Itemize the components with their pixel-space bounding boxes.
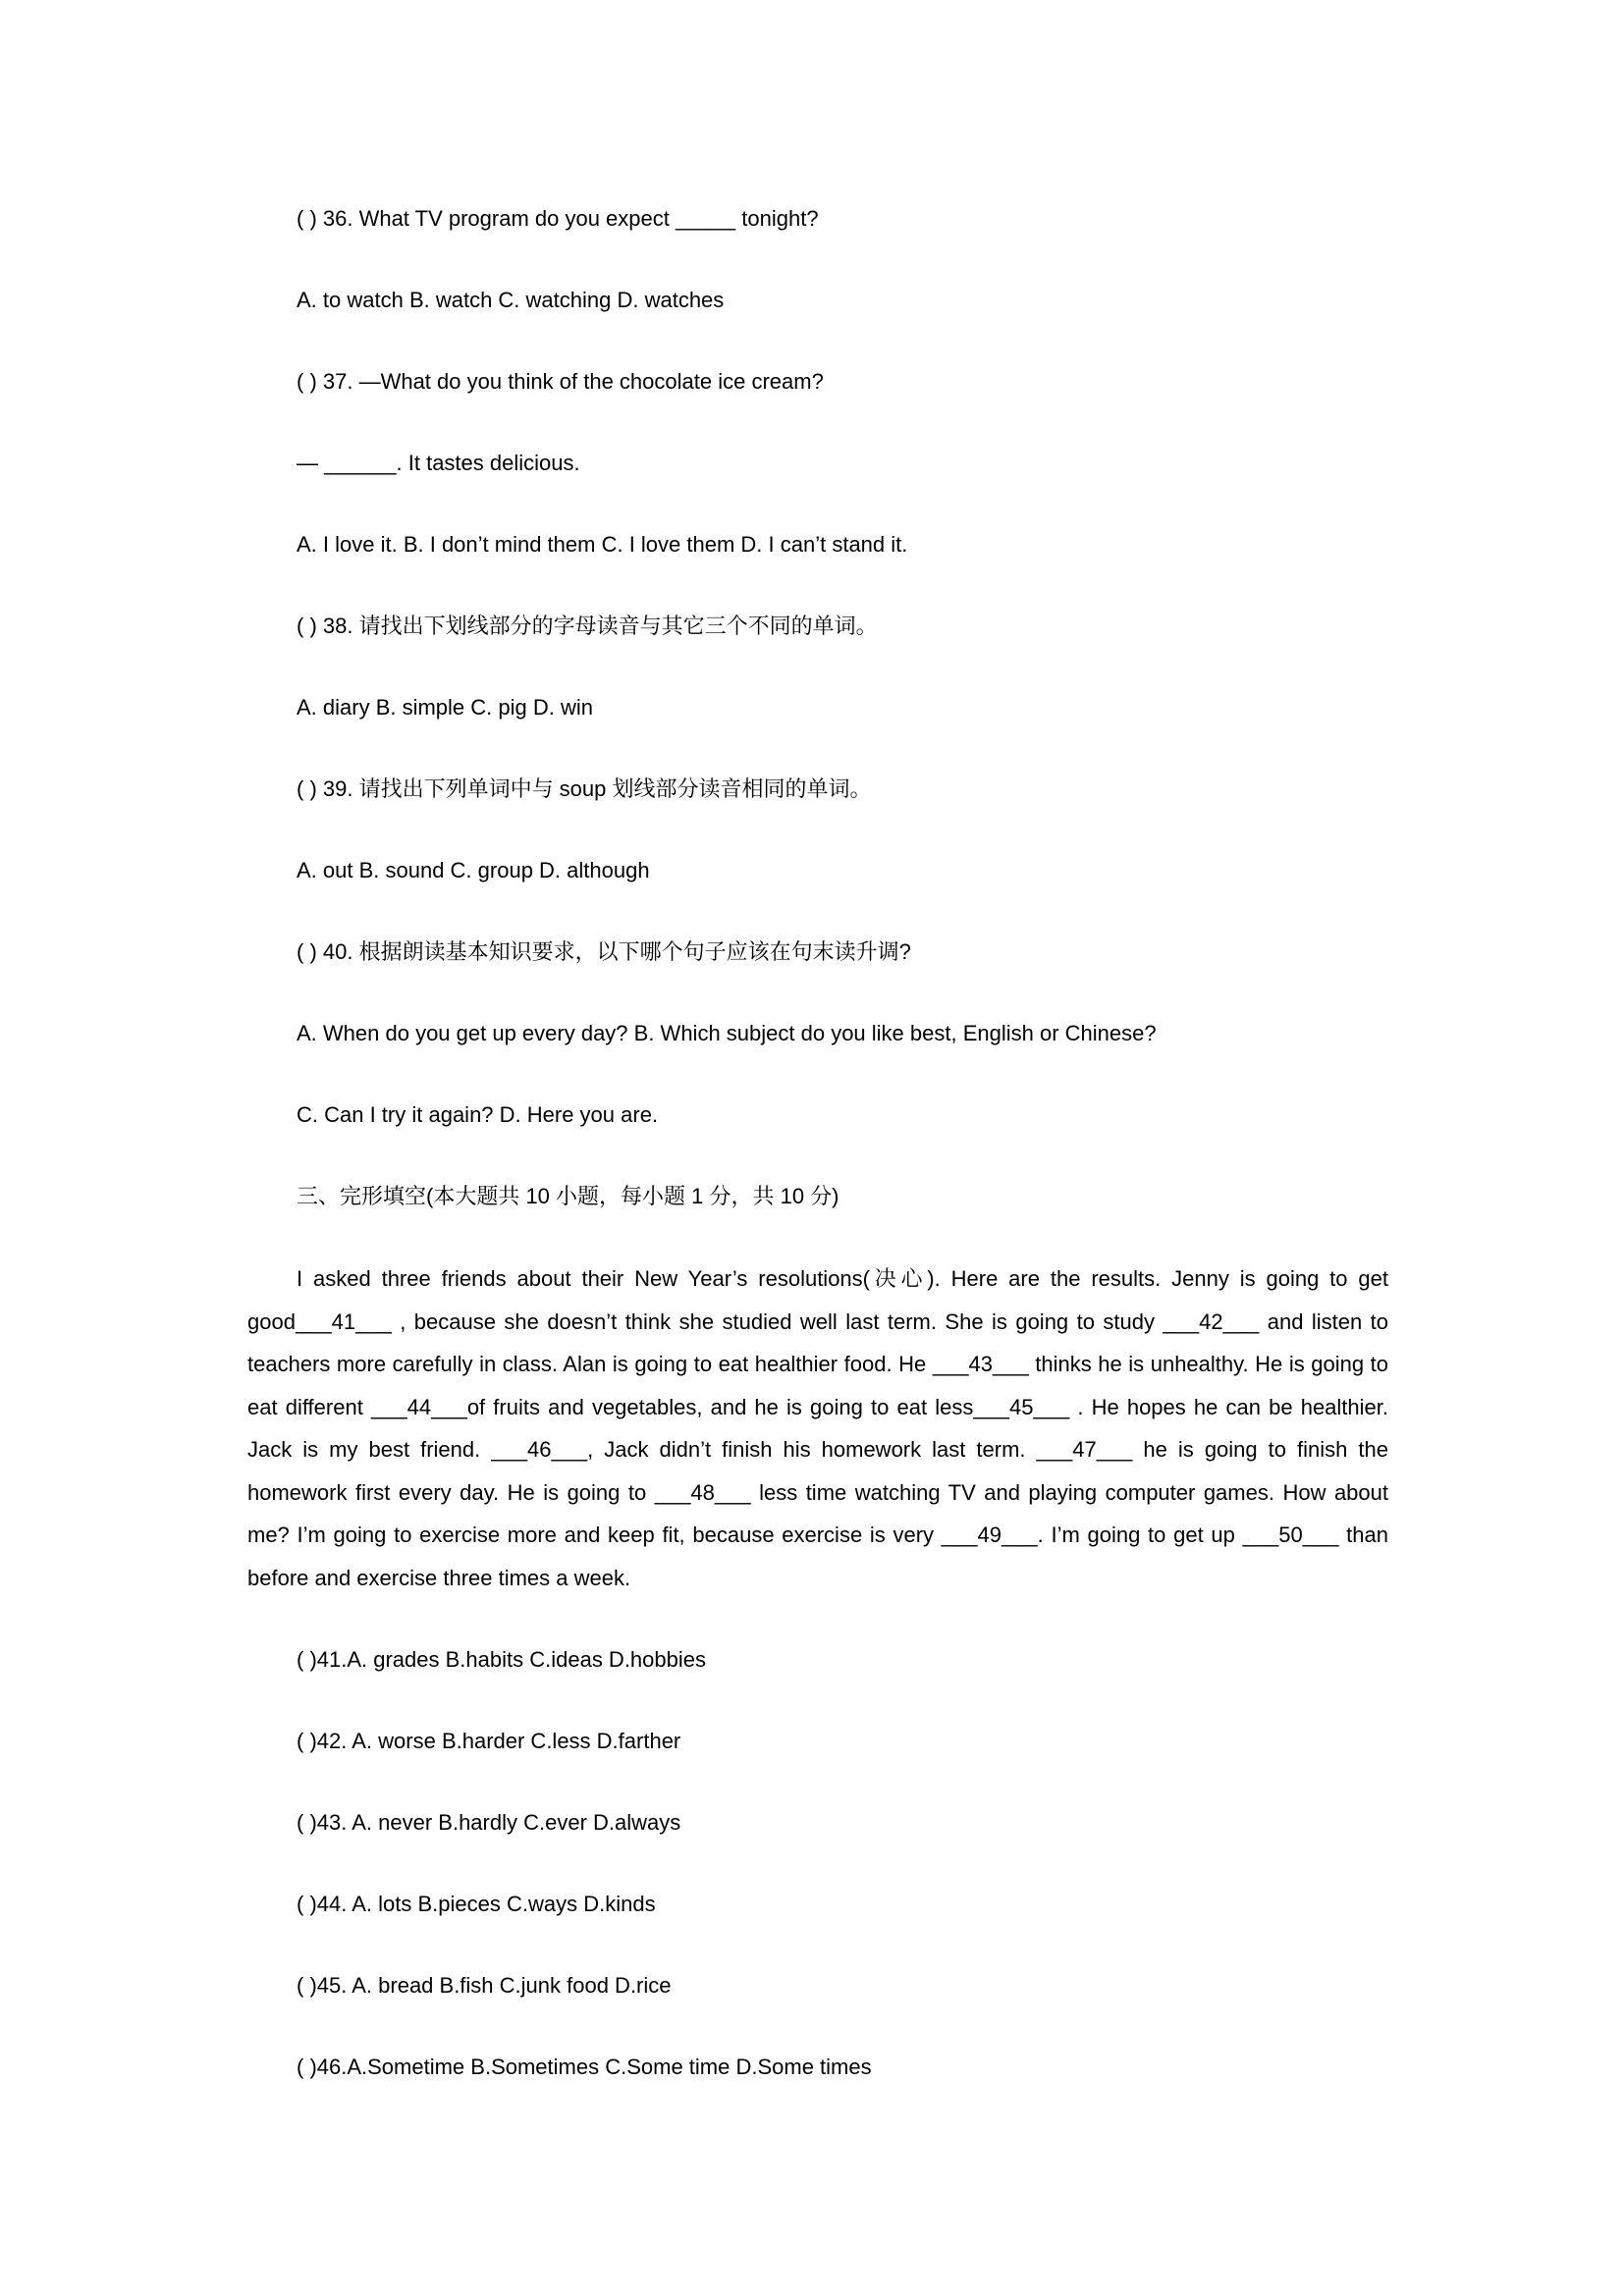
cloze-passage: I asked three friends about their New Year’s resolutions(决心). Here are the results. Jenny is going to get good___41___ , because she doesn’t think she studied well last term. She is going to study ___42___ and listen to teachers more carefully in class. Alan is going to eat healthier food. He ___43___ thinks he is unhealthy. He is going to eat different ___44___of fruits and vegetables, and he is going to eat less___45___ . He hopes he can be healthier. Jack is my best friend. ___46___, Jack didn’t finish his homework last term. ___47___ he is going to finish the homework first every day. He is going to ___48___ less time watching TV and playing computer games. How about me? I’m going to exercise more and keep fit, because exercise is very ___49___. I’m going to get up ___50___ than before and exercise three times a week. — [247, 1266, 1388, 1590]
question-39-options: A. out B. sound C. group D. although — [297, 858, 650, 882]
question-36-stem: ( ) 36. What TV program do you expect _____ tonight? — [297, 206, 819, 231]
cloze-option-45: ( )45. A. bread B.fish C.junk food D.rice — [297, 1973, 672, 1998]
question-37-stem: ( ) 37. —What do you think of the chocolate ice cream? — [297, 369, 824, 394]
question-39-stem: ( ) 39. 请找出下列单词中与 soup 划线部分读音相同的单词。 — [297, 776, 872, 801]
question-40-options-cd: C. Can I try it again? D. Here you are. — [297, 1102, 659, 1127]
question-37-dialog: — ______. It tastes delicious. — [297, 451, 580, 475]
question-37-options: A. I love it. B. I don’t mind them C. I love them D. I can’t stand it. — [297, 532, 908, 557]
question-38-stem: ( ) 38. 请找出下划线部分的字母读音与其它三个不同的单词。 — [297, 614, 878, 638]
cloze-option-43: ( )43. A. never B.hardly C.ever D.always — [297, 1810, 681, 1835]
cloze-option-44: ( )44. A. lots B.pieces C.ways D.kinds — [297, 1892, 656, 1916]
question-38-options: A. diary B. simple C. pig D. win — [297, 695, 593, 720]
question-40-options-ab: A. When do you get up every day? B. Which subject do you like best, English or Chinese? — [297, 1021, 1157, 1045]
cloze-option-41: ( )41.A. grades B.habits C.ideas D.hobbies — [297, 1647, 707, 1672]
section-3-heading: 三、完形填空(本大题共 10 小题，每小题 1 分，共 10 分) — [297, 1184, 839, 1208]
cloze-option-46: ( )46.A.Sometime B.Sometimes C.Some time D.Some times — [297, 2055, 872, 2079]
question-40-stem: ( ) 40. 根据朗读基本知识要求，以下哪个句子应该在句末读升调? — [297, 939, 911, 964]
cloze-option-42: ( )42. A. worse B.harder C.less D.farther — [297, 1729, 681, 1753]
question-36-options: A. to watch B. watch C. watching D. watches — [297, 288, 725, 312]
